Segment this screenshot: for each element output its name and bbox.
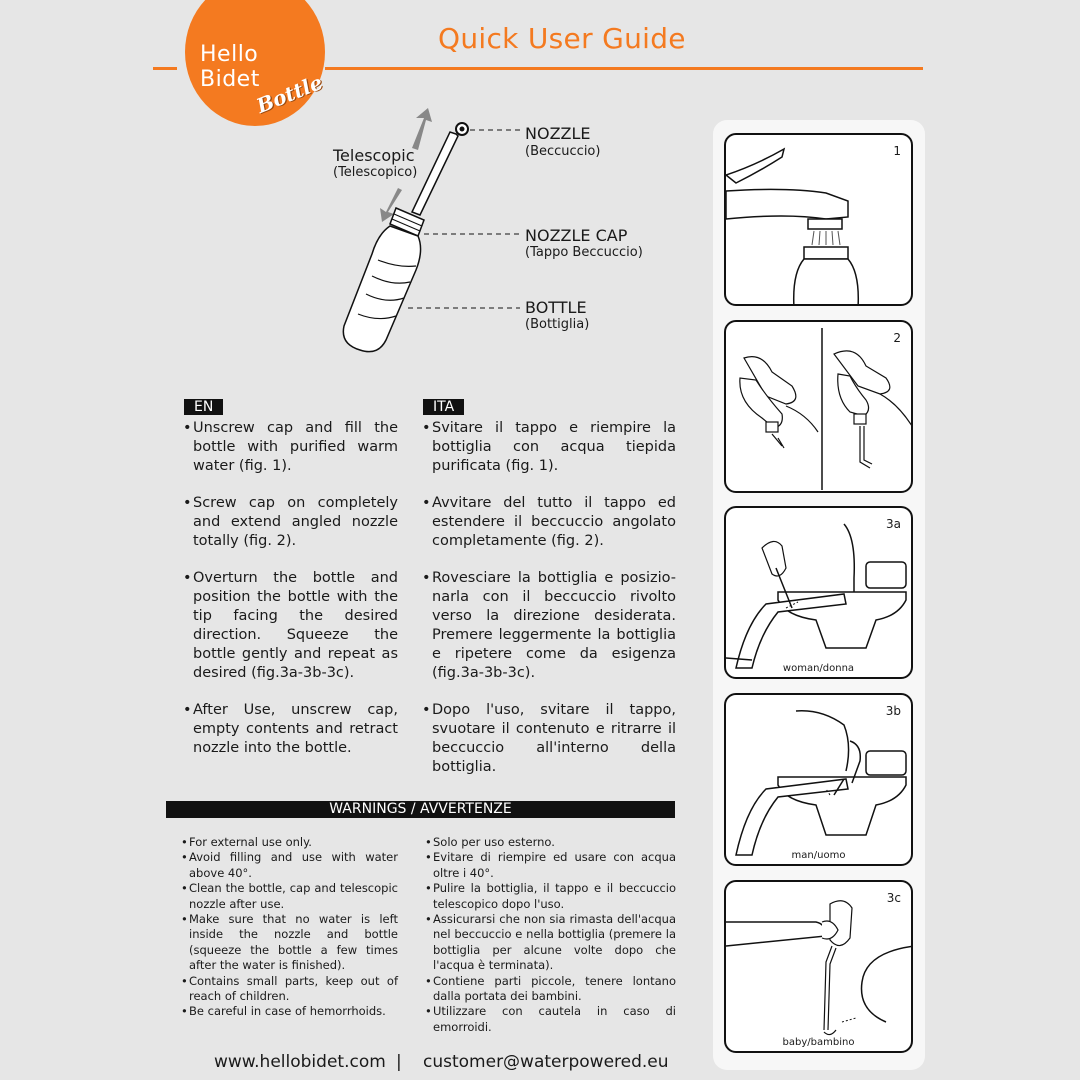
figure-caption: man/uomo	[791, 850, 846, 861]
label-nozzle-cap-it: (Tappo Beccuccio)	[525, 245, 643, 260]
baby-use-illustration	[726, 882, 913, 1053]
label-telescopic-it: (Telescopico)	[333, 165, 418, 180]
logo-script-bottle: Bottle	[253, 69, 327, 119]
list-item: • For external use only.	[181, 835, 312, 849]
figure-3a	[724, 506, 913, 679]
warnings-header: WARNINGS / AVVERTENZE	[166, 801, 675, 818]
figure-number: 3a	[886, 517, 901, 531]
logo-text-hello: Hello	[200, 42, 259, 67]
instructions-it	[422, 419, 676, 795]
list-item: • After Use, unscrew cap, empty contents and retract nozzle into the bottle.	[183, 702, 398, 756]
figure-number: 3c	[886, 891, 901, 905]
woman-use-illustration	[726, 508, 913, 679]
warnings-en	[181, 835, 398, 1020]
list-item: • Contiene parti piccole, tenere lontano dalla portata dei bambini.	[425, 973, 676, 1004]
figure-caption: woman/donna	[782, 663, 855, 674]
list-item: • Clean the bottle, cap and telescopic nozzle after use.	[181, 881, 398, 911]
label-bottle-it: (Bottiglia)	[525, 317, 590, 332]
bottle-body-shape	[343, 226, 420, 352]
list-item: • Overturn the bottle and position the bottle with the tip facing the desired direction. Squeeze the bottle gently and repeat as desired (fig.3a-3b-3c).	[183, 570, 398, 681]
list-item: • Solo per uso esterno.	[425, 835, 555, 849]
figure-caption: baby/bambino	[782, 1037, 855, 1048]
list-item: • Assicurarsi che non sia rimasta dell'acqua nel beccuccio e nella bottiglia (premere la bottiglia per alcune volte dopo che l'acqua è terminata).	[425, 912, 676, 973]
footer-separator: |	[396, 1052, 402, 1072]
footer-email[interactable]: customer@waterpowered.eu	[423, 1052, 669, 1072]
bottle-parts-diagram	[320, 100, 520, 360]
list-item: • Contains small parts, keep out of reach of children.	[181, 973, 398, 1004]
lang-badge-en: EN	[184, 399, 223, 415]
fill-bottle-illustration	[726, 135, 913, 306]
list-item: • Dopo l'uso, svitare il tappo, svuotare il contenuto e ritrarre il beccuccio all'interno della bottiglia.	[422, 702, 676, 775]
label-nozzle-it: (Beccuccio)	[525, 144, 601, 159]
label-nozzle-cap: NOZZLE CAP	[525, 226, 628, 245]
figure-3c	[724, 880, 913, 1053]
label-telescopic: Telescopic	[333, 146, 415, 165]
footer-website[interactable]: www.hellobidet.com	[214, 1052, 386, 1072]
list-item: • Be careful in case of hemorrhoids.	[181, 1004, 386, 1019]
man-use-illustration	[726, 695, 913, 866]
list-item: • Rovesciare la bottiglia e posizio-narla con il beccuccio rivolto verso la direzione desiderata. Premere leggermente la bottiglia e ripetere come da esigenza (fig.3a-3b-3c).	[422, 570, 676, 681]
label-bottle: BOTTLE	[525, 298, 587, 317]
figure-1	[724, 133, 913, 306]
figure-3b	[724, 693, 913, 866]
lang-badge-it: ITA	[423, 399, 464, 415]
figure-number: 1	[893, 144, 901, 158]
label-nozzle: NOZZLE	[525, 124, 591, 143]
list-item: • Svitare il tappo e riempire la bottiglia con acqua tiepida purificata (fig. 1).	[422, 420, 676, 474]
list-item: • Utilizzare con cautela in caso di emorroidi.	[425, 1004, 676, 1034]
logo-text-bidet: Bidet	[200, 67, 260, 92]
list-item: • Avoid filling and use with water above 40°.	[181, 850, 398, 880]
extend-arrow-icon	[412, 108, 432, 150]
warnings-it	[425, 835, 676, 1035]
header-rule-left	[153, 67, 177, 70]
instructions-en	[183, 419, 398, 776]
figure-2	[724, 320, 913, 493]
list-item: • Unscrew cap and fill the bottle with purified warm water (fig. 1).	[183, 420, 398, 474]
list-item: • Make sure that no water is left inside the nozzle and bottle (squeeze the bottle a few times after the water is finished).	[181, 912, 398, 973]
extend-nozzle-illustration	[726, 322, 913, 493]
list-item: • Evitare di riempire ed usare con acqua oltre i 40°.	[425, 850, 676, 880]
header-rule-right	[325, 67, 923, 70]
list-item: • Pulire la bottiglia, il tappo e il beccuccio telescopico dopo l'uso.	[425, 881, 676, 911]
figure-number: 2	[893, 331, 901, 345]
list-item: • Avvitare del tutto il tappo ed estendere il beccuccio angolato completamente (fig. 2).	[422, 495, 676, 549]
figure-number: 3b	[885, 704, 901, 718]
list-item: • Screw cap on completely and extend angled nozzle totally (fig. 2).	[183, 495, 398, 549]
page-title: Quick User Guide	[438, 22, 686, 55]
